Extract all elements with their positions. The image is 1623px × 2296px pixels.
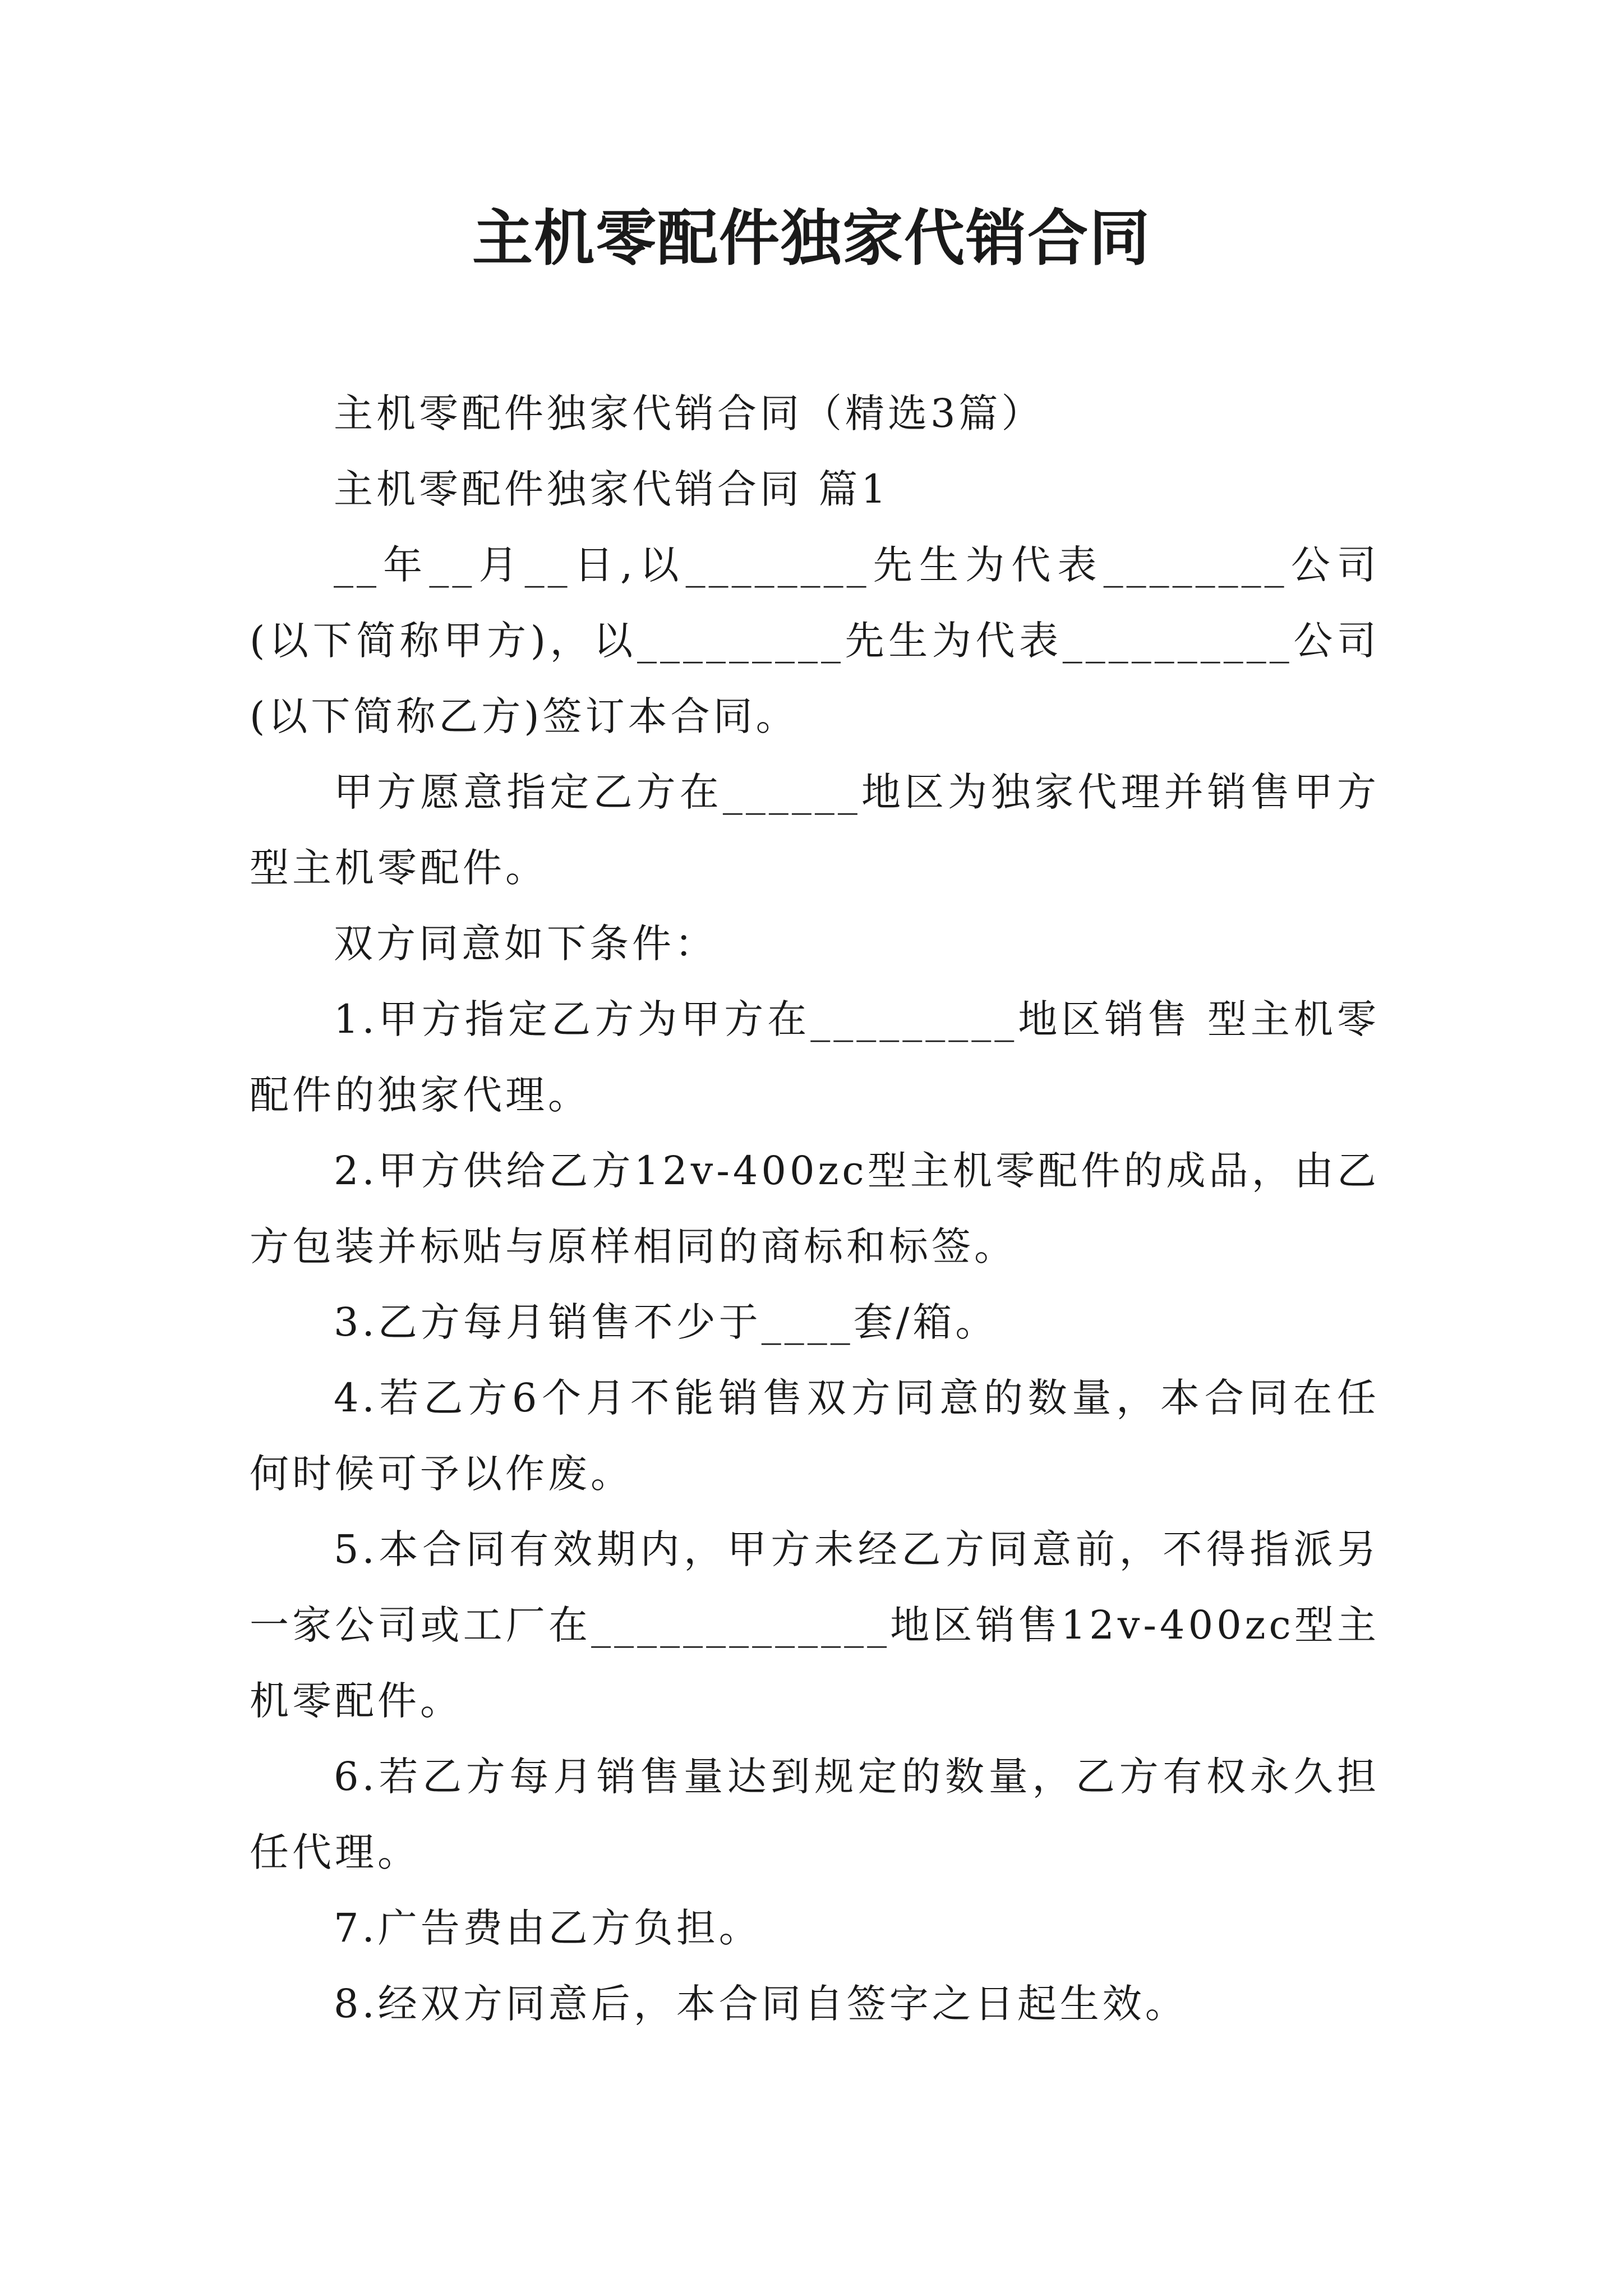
clause-1: 1.甲方指定乙方为甲方在_________地区销售 型主机零配件的独家代理。 <box>250 996 1380 1118</box>
subtitle-selection: 主机零配件独家代销合同（精选3篇） <box>334 390 1044 436</box>
document-title: 主机零配件独家代销合同 <box>472 203 1151 274</box>
clause-8: 8.经双方同意后，本合同自签字之日起生效。 <box>334 1981 1188 2027</box>
clause-6: 6.若乙方每月销售量达到规定的数量，乙方有权永久担任代理。 <box>250 1754 1380 1875</box>
document-body <box>250 376 1380 2042</box>
clause-5: 5.本合同有效期内，甲方未经乙方同意前，不得指派另一家公司或工厂在_____________地区销售12v-400zc型主机零配件。 <box>250 1526 1380 1724</box>
clause-7: 7.广告费由乙方负担。 <box>334 1905 762 1951</box>
clause-3: 3.乙方每月销售不少于____套/箱。 <box>334 1299 998 1345</box>
section-heading: 主机零配件独家代销合同 篇1 <box>334 466 889 512</box>
clause-4: 4.若乙方6个月不能销售双方同意的数量，本合同在任何时候可予以作废。 <box>250 1375 1380 1497</box>
conditions-intro: 双方同意如下条件： <box>334 921 717 967</box>
contract-parties-paragraph: __年__月__日,以________先生为代表________公司(以下简称甲方)，以_________先生为代表__________公司(以下简称乙方)签订本合同。 <box>250 542 1380 739</box>
appointment-paragraph: 甲方愿意指定乙方在______地区为独家代理并销售甲方型主机零配件。 <box>250 769 1380 891</box>
clause-2: 2.甲方供给乙方12v-400zc型主机零配件的成品，由乙方包装并标贴与原样相同的商标和标签。 <box>250 1148 1380 1269</box>
